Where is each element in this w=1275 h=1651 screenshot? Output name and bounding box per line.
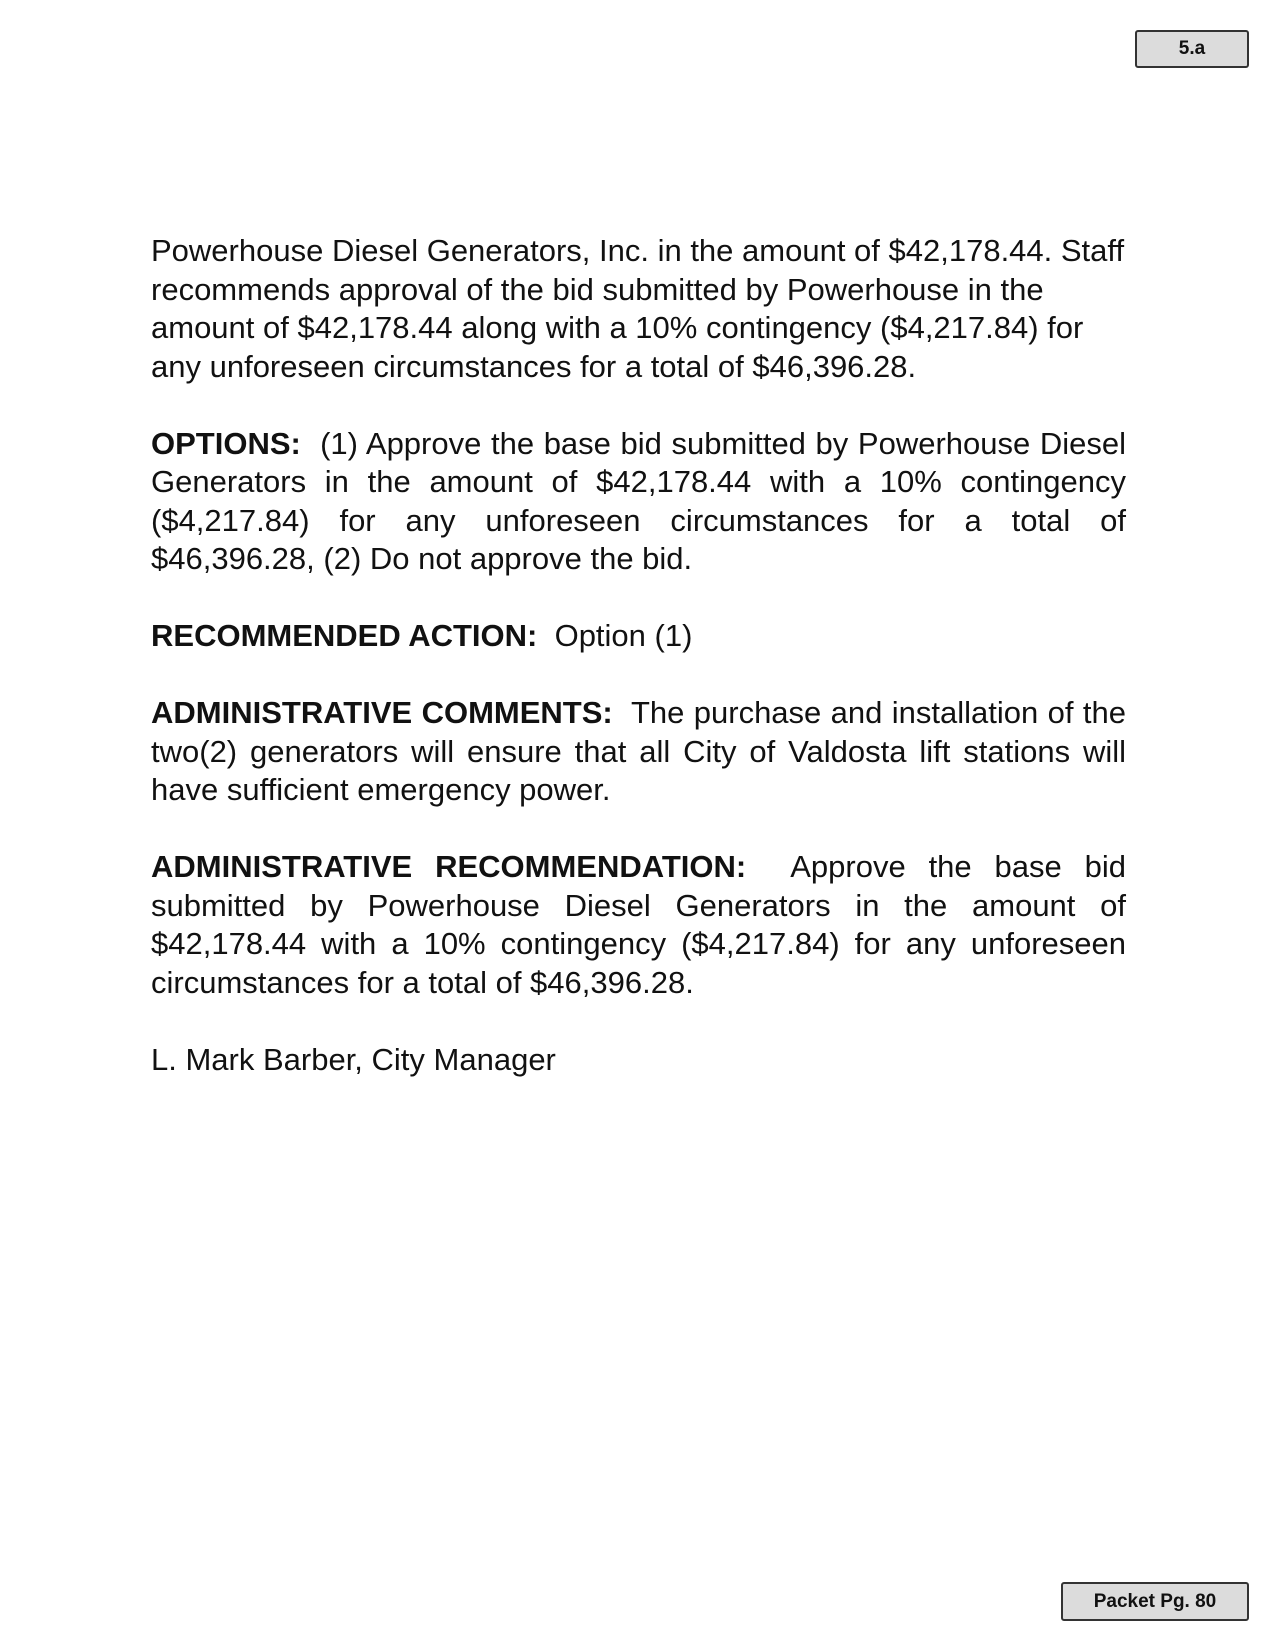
options-heading: OPTIONS: xyxy=(151,425,301,461)
packet-page-number: Packet Pg. 80 xyxy=(1093,1590,1217,1612)
intro-paragraph: Powerhouse Diesel Generators, Inc. in the amount of $42,178.44. Staff recommends approval of the bid submitted by Powerhouse in the amount of $42,178.44 along with a 10% contingency ($4,217.84) for any unforeseen circumstances for a total of $46,396.28. xyxy=(151,233,1125,384)
administrative-comments-text: The purchase and installation of the two(2) generators will ensure that all City of Valdosta lift stations will have sufficient emergency power. xyxy=(151,695,1126,807)
recommended-action-paragraph xyxy=(151,617,1126,656)
recommended-action-text: Option (1) xyxy=(554,618,693,653)
packet-page-tag xyxy=(1061,1582,1249,1621)
administrative-recommendation-text: Approve the base bid submitted by Powerhouse Diesel Generators in the amount of $42,178.44 with a 10% contingency ($4,217.84) for any unforeseen circumstances for a total of $46,396.28. xyxy=(151,849,1126,1000)
signature-line: L. Mark Barber, City Manager xyxy=(151,1041,556,1077)
administrative-comments-heading: ADMINISTRATIVE COMMENTS: xyxy=(151,695,613,730)
recommended-action-heading: RECOMMENDED ACTION: xyxy=(151,618,538,653)
agenda-item-number: 5.a xyxy=(1178,38,1206,59)
document-body xyxy=(151,232,1126,1079)
options-paragraph xyxy=(151,425,1126,579)
agenda-item-tag xyxy=(1135,30,1249,68)
options-text: (1) Approve the base bid submitted by Powerhouse Diesel Generators in the amount of $42,178.44 with a 10% contingency ($4,217.84) for any unforeseen circumstances for a total of $46,396.28, (2) Do not approve the bid. xyxy=(151,425,1126,576)
administrative-comments-paragraph xyxy=(151,694,1126,810)
administrative-recommendation-paragraph xyxy=(151,848,1126,1002)
administrative-recommendation-heading: ADMINISTRATIVE RECOMMENDATION: xyxy=(151,849,747,884)
